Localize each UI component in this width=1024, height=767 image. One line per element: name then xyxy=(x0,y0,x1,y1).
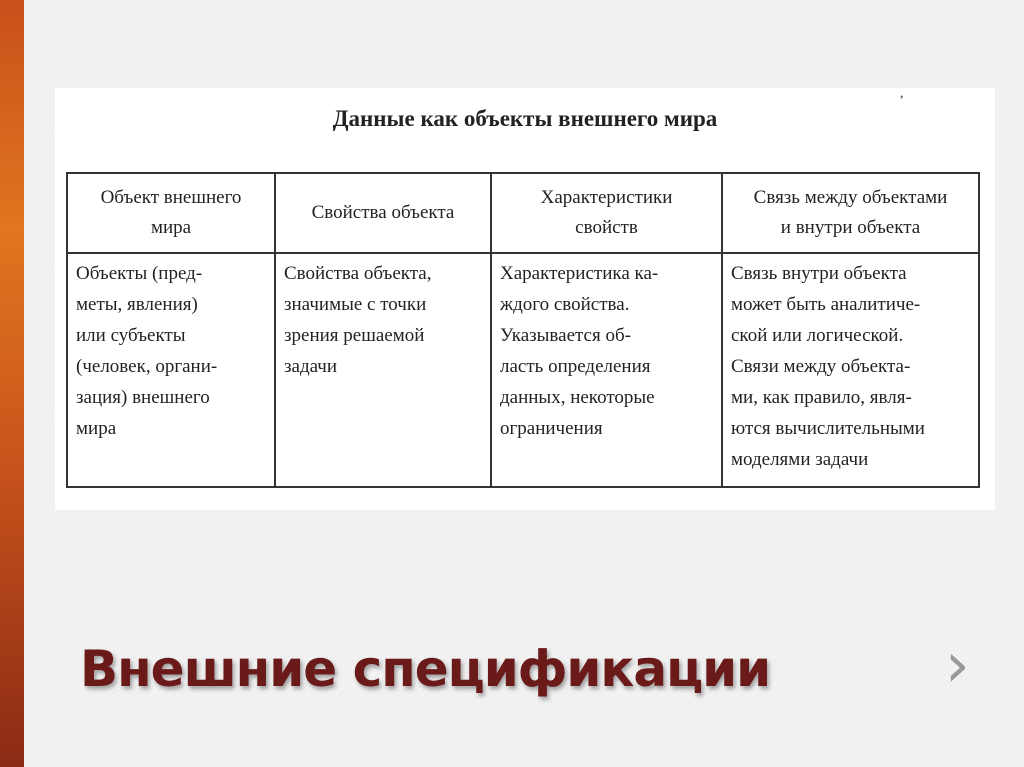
table-title: Данные как объекты внешнего мира xyxy=(332,106,718,131)
header-cell: Характеристики свойств xyxy=(491,173,722,253)
header-cell: Связь между объектами и внутри объекта xyxy=(722,173,979,253)
table-cell: Связь внутри объекта может быть аналитиче- ской или логической. Связи между объекта- ми, как правило, явля- ются вычислительными моделями задачи xyxy=(722,253,979,487)
data-table xyxy=(66,172,980,488)
table-cell: Объекты (пред- меты, явления) или субъекты (человек, органи- зация) внешнего мира xyxy=(67,253,275,487)
table-row xyxy=(67,253,979,487)
stray-mark: , xyxy=(900,86,904,101)
next-slide-chevron-icon[interactable]: › xyxy=(945,628,970,701)
header-cell: Свойства объекта xyxy=(275,173,491,253)
slide-title: Внешние спецификации xyxy=(80,640,771,698)
table-cell: Характеристика ка- ждого свойства. Указывается об- ласть определения данных, некоторые ограничения xyxy=(491,253,722,487)
header-cell: Объект внешнего мира xyxy=(67,173,275,253)
accent-sidebar xyxy=(0,0,24,767)
table-header-row xyxy=(67,173,979,253)
table-image xyxy=(55,88,995,510)
table-cell: Свойства объекта, значимые с точки зрения решаемой задачи xyxy=(275,253,491,487)
